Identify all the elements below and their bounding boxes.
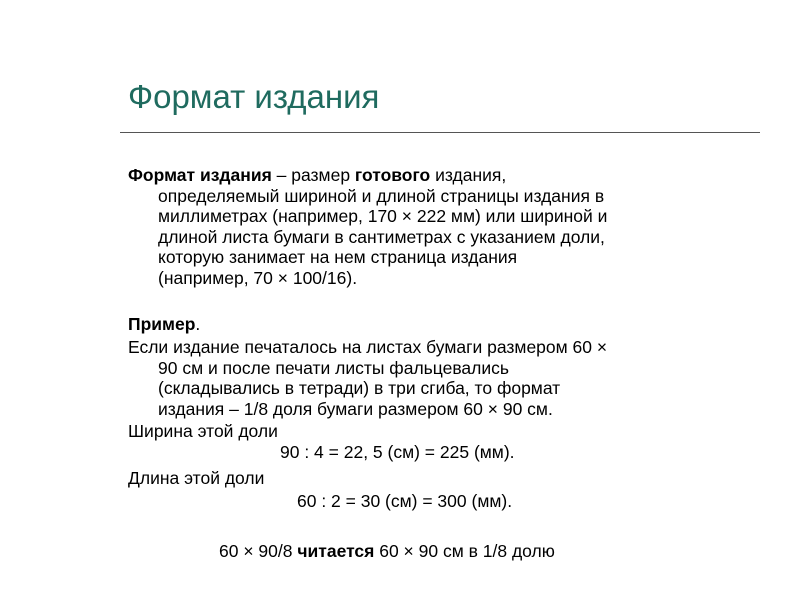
width-label: Ширина этой доли xyxy=(128,421,278,441)
length-equation: 60 : 2 = 30 (см) = 300 (мм). xyxy=(297,491,513,511)
example-label: Пример xyxy=(128,314,196,334)
definition-line: миллиметрах (например, 170 × 222 мм) или шириной и xyxy=(158,206,608,226)
definition-line: длиной листа бумаги в сантиметрах с указанием доли, xyxy=(158,226,605,247)
title-divider xyxy=(120,132,760,133)
example-line: издания – 1/8 доля бумаги размером 60 × 90 см. xyxy=(158,398,553,419)
definition-after-bold: издания, xyxy=(430,165,507,185)
example-line: 90 см и после печати листы фальцевались xyxy=(158,357,510,378)
final-bold: читается xyxy=(297,541,375,561)
definition-line: определяемый шириной и длиной страницы издания в xyxy=(158,185,605,206)
final-prefix: 60 × 90/8 xyxy=(219,541,298,561)
definition-dash: – размер xyxy=(271,165,355,185)
example-line: (складывались в тетради) в три сгиба, то формат xyxy=(158,378,561,398)
example-heading xyxy=(128,314,758,335)
example-label-suffix: . xyxy=(195,314,201,334)
final-statement xyxy=(219,541,555,562)
example-paragraph xyxy=(128,337,758,419)
slide-title: Формат издания xyxy=(128,78,380,115)
example-first-line: Если издание печаталось на листах бумаги размером 60 × xyxy=(128,337,608,357)
width-equation: 90 : 4 = 22, 5 (см) = 225 (мм). xyxy=(280,442,515,462)
definition-first-line xyxy=(128,165,758,186)
definition-line: которую занимает на нем страница издания xyxy=(158,247,518,267)
definition-paragraph xyxy=(128,165,758,288)
definition-line: (например, 70 × 100/16). xyxy=(158,267,358,288)
length-label: Длина этой доли xyxy=(128,468,265,488)
definition-bold-word: готового xyxy=(354,165,431,185)
final-suffix: 60 × 90 см в 1/8 долю xyxy=(374,541,555,561)
definition-term: Формат издания xyxy=(128,165,272,185)
